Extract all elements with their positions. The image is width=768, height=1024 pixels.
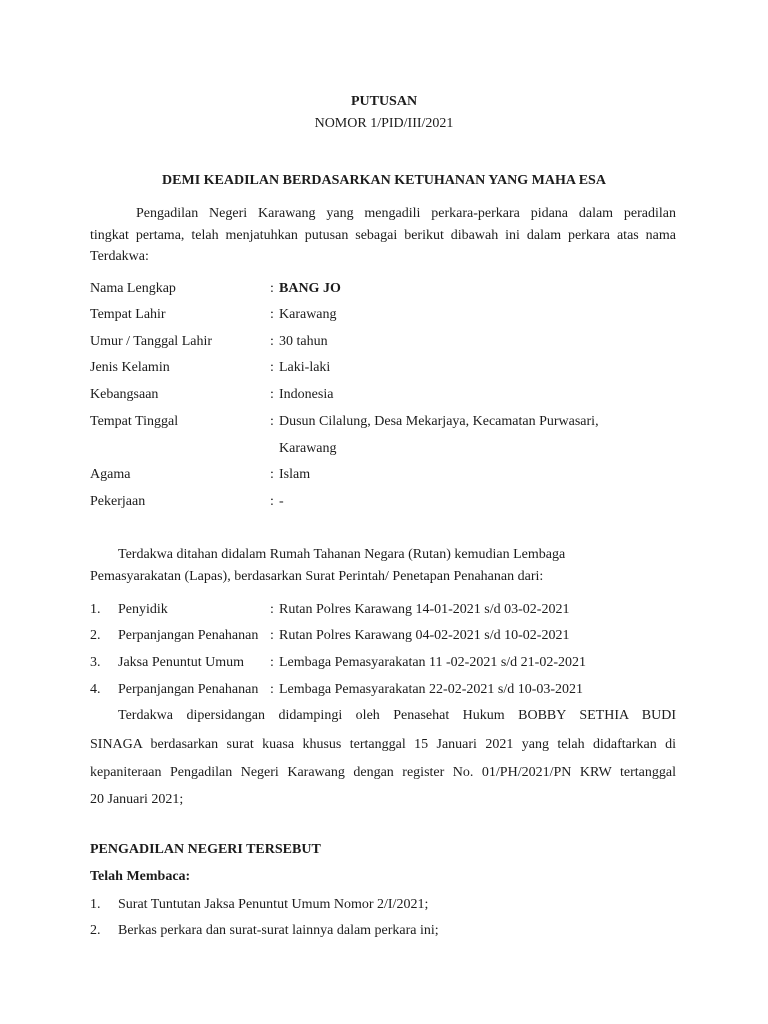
identity-colon: : — [270, 467, 274, 482]
identity-value-continued: Karawang — [279, 441, 337, 456]
intro-line-2: tingkat pertama, telah menjatuhkan putusan sebagai berikut dibawah ini dalam perkara atas nama — [90, 228, 676, 243]
list-number: 2. — [90, 628, 101, 643]
list-number: 1. — [90, 897, 101, 912]
document-motto: DEMI KEADILAN BERDASARKAN KETUHANAN YANG MAHA ESA — [162, 173, 606, 188]
identity-colon: : — [270, 360, 274, 375]
detention-colon: : — [270, 602, 274, 617]
identity-value: Dusun Cilalung, Desa Mekarjaya, Kecamatan Purwasari, — [279, 414, 599, 429]
court-heading: PENGADILAN NEGERI TERSEBUT — [90, 842, 321, 857]
identity-label: Agama — [90, 467, 131, 482]
detention-value: Lembaga Pemasyarakatan 11 -02-2021 s/d 21-02-2021 — [279, 655, 587, 670]
identity-value: Islam — [279, 467, 311, 482]
detention-label: Perpanjangan Penahanan — [118, 628, 259, 643]
identity-label: Tempat Lahir — [90, 307, 166, 322]
counsel-line-1: Terdakwa dipersidangan didampingi oleh Penasehat Hukum BOBBY SETHIA BUDI — [118, 708, 676, 723]
list-number: 4. — [90, 682, 101, 697]
identity-label: Pekerjaan — [90, 494, 146, 509]
identity-colon: : — [270, 307, 274, 322]
read-item-text: Berkas perkara dan surat-surat lainnya dalam perkara ini; — [118, 923, 439, 938]
identity-label: Umur / Tanggal Lahir — [90, 334, 213, 349]
detention-label: Jaksa Penuntut Umum — [118, 655, 244, 670]
detention-value: Rutan Polres Karawang 14-01-2021 s/d 03-02-2021 — [279, 602, 570, 617]
identity-value: Indonesia — [279, 387, 334, 402]
intro-line-1: Pengadilan Negeri Karawang yang mengadili perkara-perkara pidana dalam peradilan — [136, 206, 676, 221]
counsel-line-3: kepaniteraan Pengadilan Negeri Karawang dengan register No. 01/PH/2021/PN KRW tertanggal — [90, 765, 676, 780]
identity-value: Laki-laki — [279, 360, 331, 375]
document-number: NOMOR 1/PID/III/2021 — [314, 116, 454, 131]
list-number: 1. — [90, 602, 101, 617]
document-title: PUTUSAN — [350, 94, 418, 109]
detention-colon: : — [270, 682, 274, 697]
detention-value: Rutan Polres Karawang 04-02-2021 s/d 10-02-2021 — [279, 628, 570, 643]
identity-label: Tempat Tinggal — [90, 414, 179, 429]
list-number: 3. — [90, 655, 101, 670]
read-item-text: Surat Tuntutan Jaksa Penuntut Umum Nomor 2/I/2021; — [118, 897, 429, 912]
identity-label: Kebangsaan — [90, 387, 159, 402]
identity-value: - — [279, 494, 284, 509]
identity-colon: : — [270, 387, 274, 402]
detention-label: Penyidik — [118, 602, 168, 617]
identity-colon: : — [270, 281, 274, 296]
detention-intro-line-2: Pemasyarakatan (Lapas), berdasarkan Surat Perintah/ Penetapan Penahanan dari: — [90, 569, 544, 584]
identity-colon: : — [270, 414, 274, 429]
counsel-line-4: 20 Januari 2021; — [90, 792, 184, 807]
detention-intro-line-1: Terdakwa ditahan didalam Rumah Tahanan Negara (Rutan) kemudian Lembaga — [118, 547, 566, 562]
identity-label: Nama Lengkap — [90, 281, 176, 296]
identity-value-name: BANG JO — [279, 281, 341, 296]
detention-value: Lembaga Pemasyarakatan 22-02-2021 s/d 10-03-2021 — [279, 682, 584, 697]
detention-label: Perpanjangan Penahanan — [118, 682, 259, 697]
identity-value: 30 tahun — [279, 334, 328, 349]
identity-label: Jenis Kelamin — [90, 360, 170, 375]
read-heading: Telah Membaca: — [90, 869, 191, 884]
identity-colon: : — [270, 494, 274, 509]
intro-line-3: Terdakwa: — [90, 249, 149, 264]
identity-value: Karawang — [279, 307, 337, 322]
list-number: 2. — [90, 923, 101, 938]
counsel-line-2: SINAGA berdasarkan surat kuasa khusus tertanggal 15 Januari 2021 yang telah didaftarkan di — [90, 737, 676, 752]
detention-colon: : — [270, 655, 274, 670]
identity-colon: : — [270, 334, 274, 349]
detention-colon: : — [270, 628, 274, 643]
